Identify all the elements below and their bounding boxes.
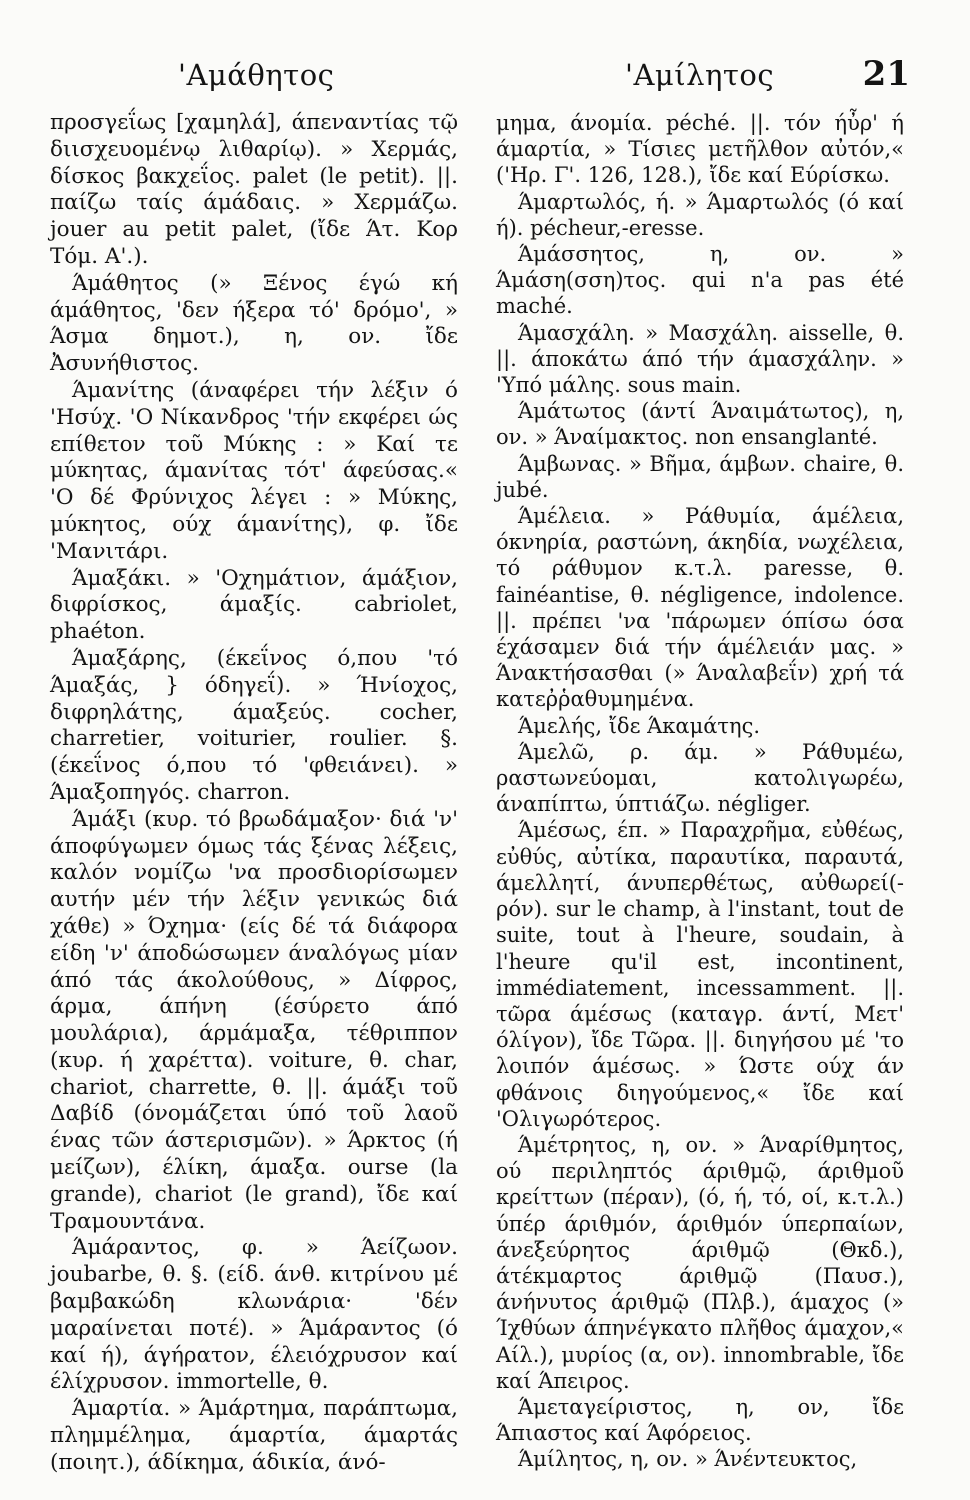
dictionary-entry: Άμαξάκι. » 'Οχημάτιον, άμάξιον, διφρίσκος, άμαξίς. cabriolet, phaéton. bbox=[50, 565, 458, 645]
dictionary-entry: Άμέτρητος, η, ον. » Άναρίθμητος, ού περιληπτός άριθμῷ, άριθμοῦ κρείττων (πέραν), (ό, ή, τό, οί, κ.τ.λ.) ύπέρ άριθμόν, άριθμόν ύπερπαίων, άνεξεύρητος άριθμῷ (Θκδ.), άτέκμαρτος άριθμῷ (Παυσ.), άνήνυτος άριθμῷ (Πλβ.), άμαχος (» Ίχθύων άπηνέγκατο πλῆθος άμαχον,« Αίλ.), μυρίος (α, ον). innombrable, ἴδε καί Άπειρος. bbox=[496, 1132, 904, 1393]
right-running-headword: 'Αμίλητος bbox=[625, 58, 775, 92]
dictionary-entry: Άμαρτωλός, ή. » Άμαρτωλός (ό καί ή). pécheur,-eresse. bbox=[496, 189, 904, 240]
dictionary-entry: Άμάτωτος (άντί Άναιμάτωτος), η, ον. » Άναίμακτος. non ensanglanté. bbox=[496, 399, 904, 450]
dictionary-entry: Άμασχάλη. » Μασχάλη. aisselle, θ. ||. άποκάτω άπό τήν άμασχάλην. » 'Υπό μάλης. sous main. bbox=[496, 320, 904, 398]
running-header bbox=[50, 54, 910, 98]
dictionary-entry: Άμανίτης (άναφέρει τήν λέξιν ό 'Ησύχ. 'Ο Νίκανδρος 'τήν εκφέρει ώς επίθετον τοῦ Μύκης : » Καί τε μύκητας, άμανίτας τότ' άφεύσας.« 'Ο δέ Φρύνιχος λέγει : » Μύκης, μύκητος, ούχ άμανίτης), φ. ἴδε 'Μανιτάρι. bbox=[50, 377, 458, 564]
dictionary-entry: Άμάραντος, φ. » Άείζωον. joubarbe, θ. §. (είδ. άνθ. κιτρίνου μέ βαμβακώδη κλωνάρια· 'δέν μαραίνεται ποτέ). » Άμάραντος (ό καί ή), άγήρατον, έλειόχρυσον καί έλίχρυσον. immortelle, θ. bbox=[50, 1235, 458, 1395]
page-number: 21 bbox=[862, 54, 910, 94]
dictionary-entry: Άμεταγείριστος, η, ον, ἴδε Άπιαστος καί Άφόρειος. bbox=[496, 1394, 904, 1446]
dictionary-entry: Άμίλητος, η, ον. » Άνέντευκτος, bbox=[518, 1447, 858, 1472]
dictionary-entry: Άμελῶ, ρ. άμ. » Ράθυμέω, ραστωνεύομαι, κατολιγωρέω, άναπίπτω, ύπτιάζω. négliger. bbox=[496, 739, 904, 817]
left-column bbox=[50, 110, 458, 1477]
dictionary-entry: Άμάθητος (» Ξένος έγώ κή άμάθητος, 'δεν ήξερα τό' δρόμο', » Άσμα δημοτ.), η, ον. ἴδε Ἀσυνήθιστος. bbox=[50, 270, 458, 377]
dictionary-entry: Άμαρτία. » Άμάρτημα, παράπτωμα, πλημμέλημα, άμαρτία, άμαρτάς (ποιητ.), άδίκημα, άδικία, άνό- bbox=[50, 1396, 458, 1475]
dictionary-entry: προσγεΐως [χαμηλά], άπεναντίας τῷ διισχευομένῳ λιθαρίῳ). » Χερμάς, δίσκος βακχεΐος. palet (le petit). ||. παίζω ταίς άμάδαις. » Χερμάζω. jouer au petit palet, (ἴδε Άτ. Κορ Τόμ. Α'.). bbox=[50, 110, 458, 269]
dictionary-entry: Άμέλεια. » Ράθυμία, άμέλεια, όκνηρία, ραστώνη, άκηδία, νωχέλεια, τό ράθυμον κ.τ.λ. paresse, θ. fainéantise, θ. négligence, indolence. ||. πρέπει 'να 'πάρωμεν όπίσω όσα έχάσαμεν διά τήν άμέλειάν μας. » Άνακτήσασθαι (» Άναλαβεΐν) χρή τά κατεῤῥαθυμημένα. bbox=[496, 504, 904, 712]
dictionary-entry: Άμέσως, έπ. » Παραχρῆμα, εὐθέως, εὐθύς, αὐτίκα, παραυτίκα, παραυτά, άμελλητί, άνυπερθέτως, αὐθωρεί(-ρόν). sur le champ, à l'instant, tout de suite, tout à l'heure, soudain, à l'heure qu'il est, incontinent, immédiatement, incessamment. ||. τῶρα άμέσως (καταγρ. άντί, Μετ' όλίγον), ἴδε Τῶρα. ||. διηγήσου μέ 'το λοιπόν άμέσως. » Ώστε ούχ άν φθάνοις διηγούμενος,« ἴδε καί 'Ολιγωρότερος. bbox=[496, 818, 904, 1131]
dictionary-entry: Άμάξι (κυρ. τό βρωδάμαξον· διά 'ν' άποφύγωμεν όμως τάς ξένας λέξεις, καλόν νομίζω 'να προσδιορίσωμεν αυτήν μέν τήν λέξιν γενικώς διά χάθε) » Όχημα· (είς δέ τά διάφορα είδη 'ν' άποδώσωμεν άναλόγως μίαν άπό τάς άκολούθους, » Δίφρος, άρμα, άπήνη (έσύρετο άπό μουλάρια), άρμάμαξα, τέθριππον (κυρ. ή χαρέττα). voiture, θ. char, chariot, charrette, θ. ||. άμάξι τοῦ Δαβίδ (όνομάζεται ύπό τοῦ λαοῦ ένας τῶν άστερισμῶν). » Άρκτος (ή μείζων), έλίκη, άμαξα. ourse (la grande), chariot (le grand), ἴδε καί Τραμουντάνα. bbox=[50, 806, 458, 1234]
dictionary-entry: μημα, άνομία. péché. ||. τόν ήὖρ' ή άμαρτία, » Τίσιες μετῆλθον αὐτόν,« ('Ηρ. Γ'. 126, 128.), ἴδε καί Εύρίσκω. bbox=[496, 111, 904, 188]
dictionary-entry: Άμελής, ἴδε Άκαμάτης. bbox=[518, 713, 761, 738]
right-column bbox=[496, 110, 904, 1473]
dictionary-entry: Άμάσσητος, η, ον. » Άμάση(σση)τος. qui n'a pas été maché. bbox=[496, 242, 904, 319]
dictionary-entry: Άμβωνας. » Βῆμα, άμβων. chaire, θ. jubé. bbox=[496, 451, 904, 502]
dictionary-entry: Άμαξάρης, (έκεΐνος ό,που 'τό Άμαξάς, } όδηγεΐ). » Ήνίοχος, διφρηλάτης, άμαξεύς. cocher, charretier, voiturier, roulier. §. (έκεΐνος ό,που τό 'φθειάνει). » Άμαξοπηγός. charron. bbox=[50, 645, 458, 805]
left-running-headword: 'Αμάθητος bbox=[178, 58, 335, 92]
